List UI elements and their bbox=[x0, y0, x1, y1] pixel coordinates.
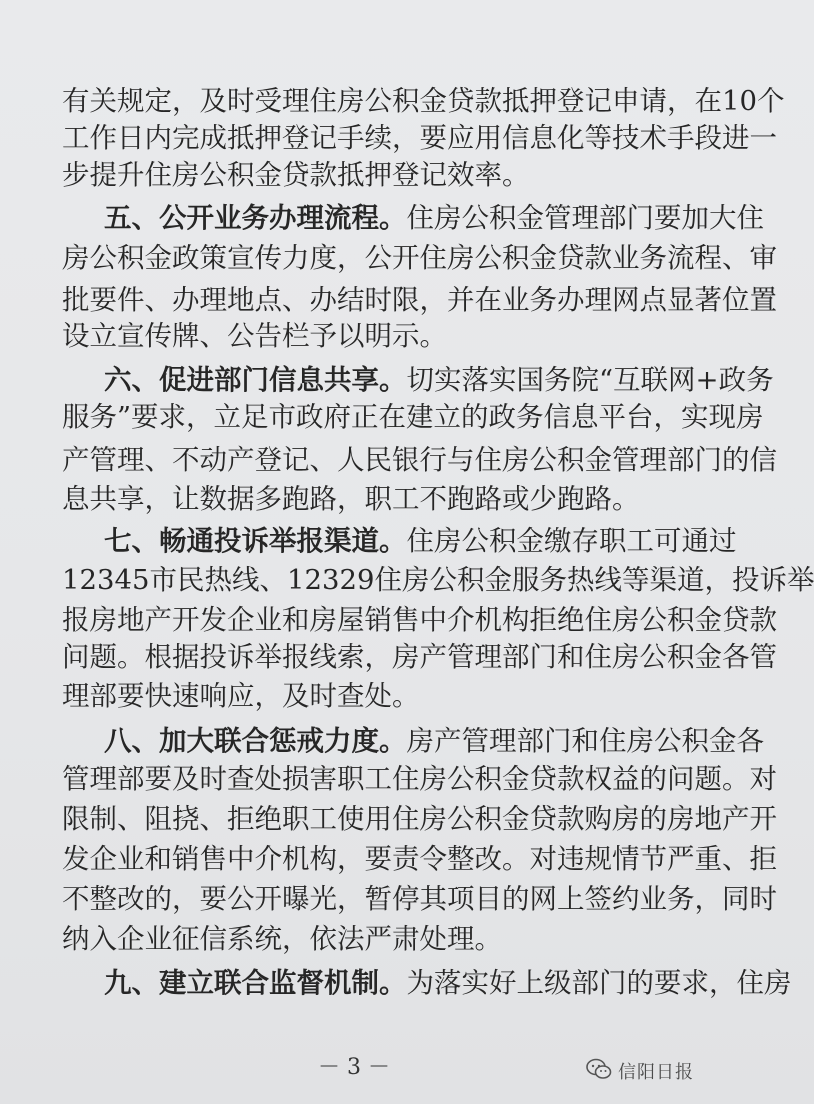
line-text: 限制、阻挠、拒绝职工使用住房公积金贷款购房的房地产开 bbox=[62, 803, 777, 835]
line-text: 批要件、办理地点、办结时限，并在业务办理网点显著位置 bbox=[62, 284, 777, 316]
line-text: 住房公积金管理部门要加大住 bbox=[406, 202, 764, 234]
section-heading-line bbox=[104, 724, 764, 760]
section-heading-line bbox=[104, 966, 792, 1002]
line-text: 步提升住房公积金贷款抵押登记效率。 bbox=[62, 159, 530, 191]
line-text: 工作日内完成抵押登记手续，要应用信息化等技术手段进一 bbox=[62, 122, 777, 154]
paragraph-line bbox=[62, 400, 764, 436]
paragraph-line bbox=[62, 802, 777, 838]
paragraph-line bbox=[62, 762, 777, 798]
paragraph-line bbox=[62, 603, 777, 639]
line-text: 产管理、不动产登记、人民银行与住房公积金管理部门的信 bbox=[62, 444, 777, 476]
paragraph-line bbox=[62, 882, 777, 918]
paragraph-line bbox=[62, 443, 777, 479]
line-text: 报房地产开发企业和房屋销售中介机构拒绝住房公积金贷款 bbox=[62, 604, 777, 636]
paragraph-line bbox=[62, 640, 777, 676]
paragraph-line bbox=[62, 482, 646, 518]
line-text: 息共享，让数据多跑路，职工不跑路或少跑路。 bbox=[62, 483, 640, 515]
line-text: 理部要快速响应，及时查处。 bbox=[62, 680, 420, 712]
paragraph-line bbox=[62, 563, 814, 599]
paragraph-line bbox=[62, 319, 646, 355]
section-heading: 六、促进部门信息共享。 bbox=[104, 364, 407, 396]
paragraph-line bbox=[62, 158, 646, 194]
line-text: 切实落实国务院“互联网+政务 bbox=[406, 364, 774, 396]
line-text: 服务”要求，立足市政府正在建立的政务信息平台，实现房 bbox=[62, 401, 764, 433]
paragraph-line bbox=[62, 679, 646, 715]
watermark-text: 信阳日报 bbox=[618, 1062, 694, 1083]
watermark bbox=[586, 1058, 694, 1084]
section-heading: 八、加大联合惩戒力度。 bbox=[104, 725, 407, 757]
paragraph-line bbox=[62, 842, 777, 878]
line-text: 12345市民热线、12329住房公积金服务热线等渠道，投诉举 bbox=[62, 564, 814, 596]
section-heading: 九、建立联合监督机制。 bbox=[104, 967, 407, 999]
line-text: 不整改的，要公开曝光，暂停其项目的网上签约业务，同时 bbox=[62, 883, 777, 915]
line-text: 管理部要及时查处损害职工住房公积金贷款权益的问题。对 bbox=[62, 763, 777, 795]
paragraph-line bbox=[62, 922, 646, 958]
section-heading: 五、公开业务办理流程。 bbox=[104, 202, 407, 234]
section-heading-line bbox=[104, 524, 737, 560]
paragraph-line bbox=[62, 283, 777, 319]
line-text: 房产管理部门和住房公积金各 bbox=[406, 725, 764, 757]
section-heading-line bbox=[104, 363, 774, 399]
line-text: 为落实好上级部门的要求，住房 bbox=[406, 967, 792, 999]
paragraph-line bbox=[62, 121, 777, 157]
line-text: 住房公积金缴存职工可通过 bbox=[406, 525, 737, 557]
page-number: － 3 － bbox=[318, 1055, 390, 1080]
line-text: 纳入企业征信系统，依法严肃处理。 bbox=[62, 923, 502, 955]
wechat-icon bbox=[586, 1058, 612, 1084]
paragraph-line bbox=[62, 84, 785, 120]
line-text: 房公积金政策宣传力度，公开住房公积金贷款业务流程、审 bbox=[62, 242, 777, 274]
paragraph-line bbox=[62, 241, 777, 277]
section-heading-line bbox=[104, 201, 764, 237]
line-text: 发企业和销售中介机构，要责令整改。对违规情节严重、拒 bbox=[62, 843, 777, 875]
line-text: 有关规定，及时受理住房公积金贷款抵押登记申请，在10个 bbox=[62, 85, 785, 117]
line-text: 问题。根据投诉举报线索，房产管理部门和住房公积金各管 bbox=[62, 641, 777, 673]
line-text: 设立宣传牌、公告栏予以明示。 bbox=[62, 320, 447, 352]
section-heading: 七、畅通投诉举报渠道。 bbox=[104, 525, 407, 557]
